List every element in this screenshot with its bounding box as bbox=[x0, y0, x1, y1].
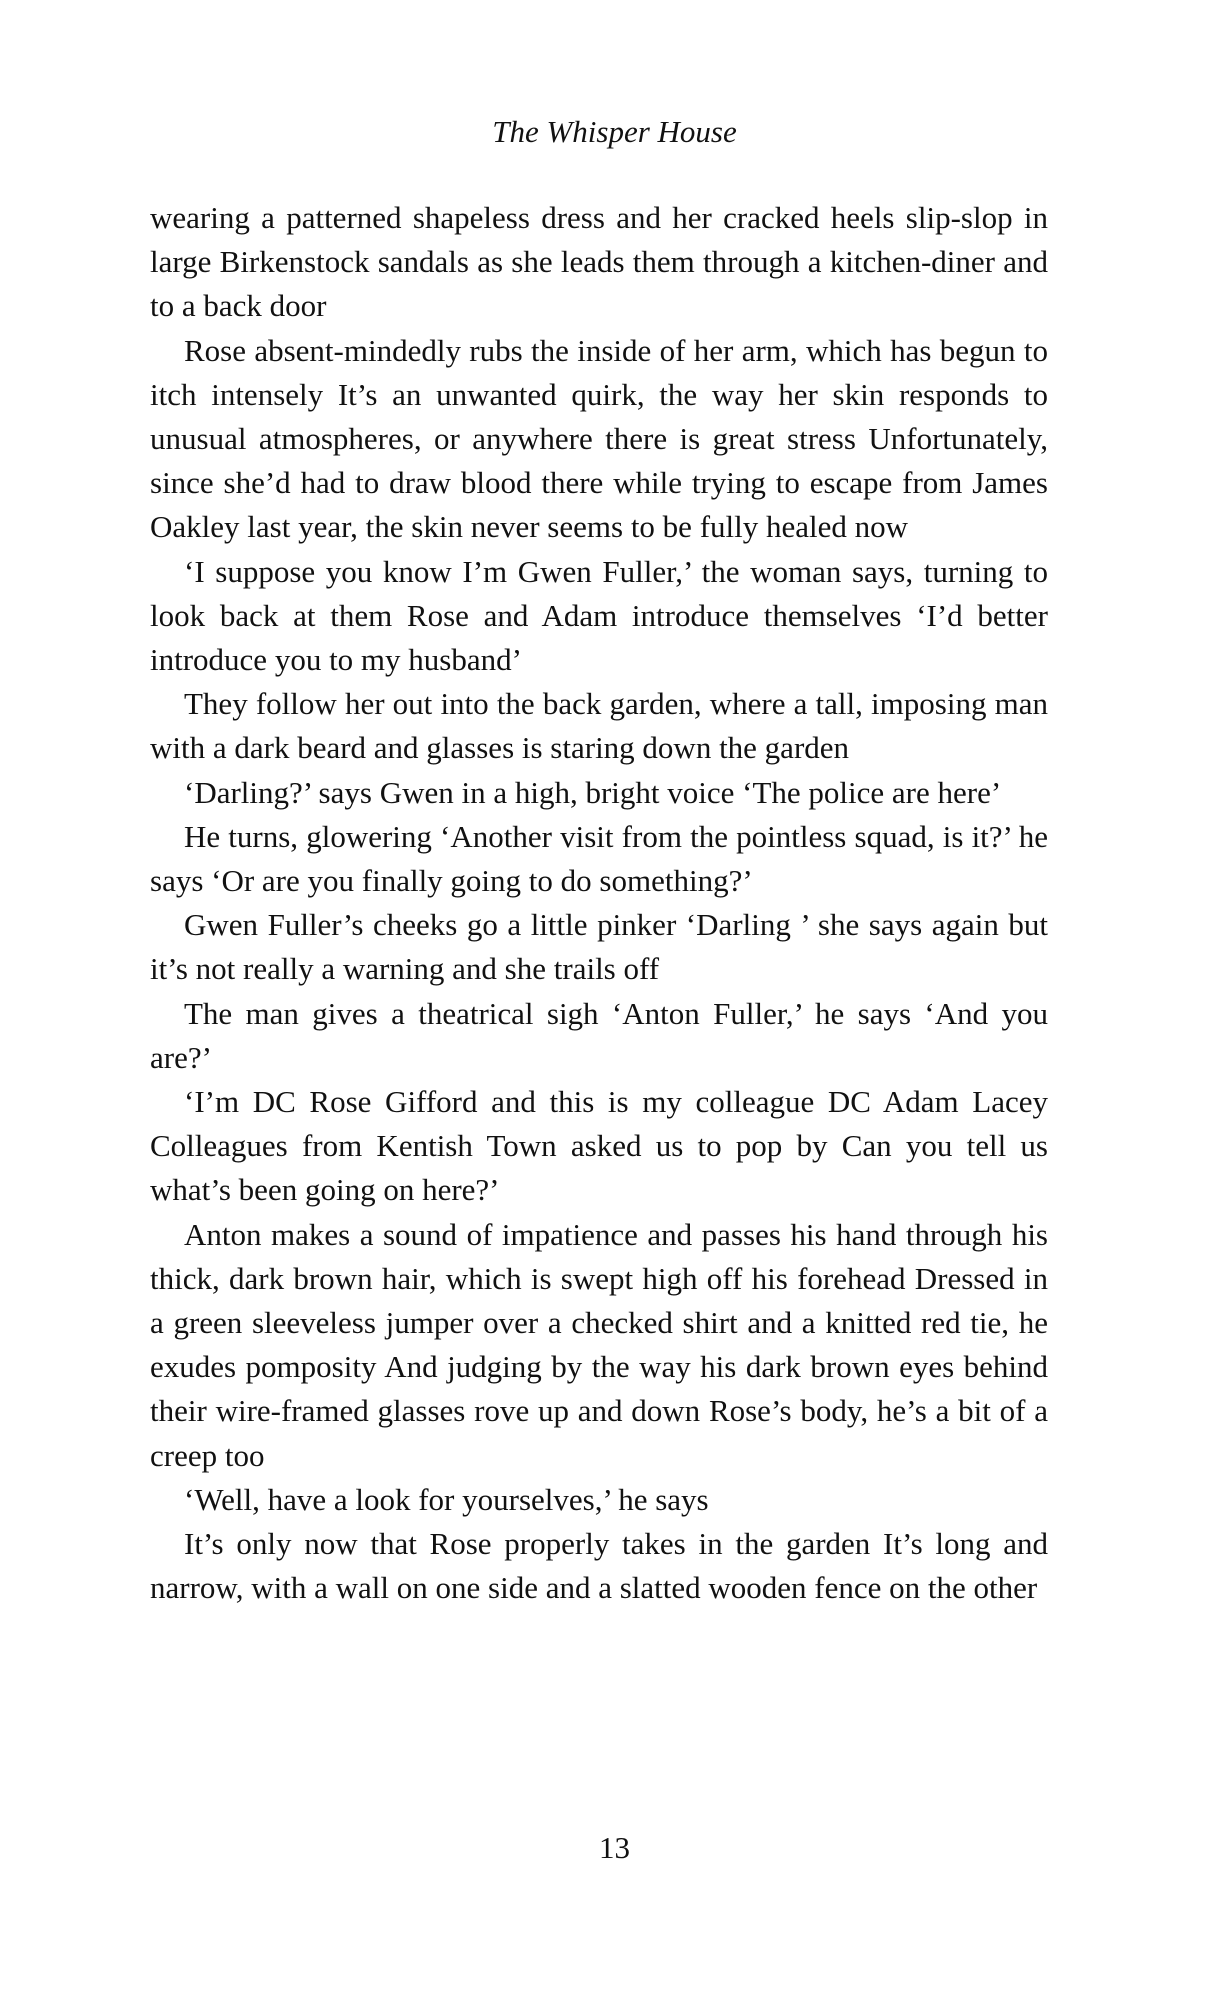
page-number: 13 bbox=[599, 1830, 630, 1865]
paragraph: It’s only now that Rose properly takes in the garden It’s long and narrow, with a wall on one side and a slatted wooden fence on the other bbox=[150, 1526, 1048, 1606]
paragraph: Anton makes a sound of impatience and passes his hand through his thick, dark brown hair, which is swept high off his forehead Dressed in a green sleeveless jumper over a checked shirt and a knitted red tie, he exudes pomposity And judging by the way his dark brown eyes behind their wire-framed glasses rove up and down Rose’s body, he’s a bit of a creep too bbox=[150, 1216, 1048, 1473]
paragraph: ‘Well, have a look for yourselves,’ he says bbox=[184, 1481, 709, 1517]
paragraph: Gwen Fuller’s cheeks go a little pinker ‘Darling ’ she says again but it’s not really a warning and she trails off bbox=[150, 907, 1048, 987]
running-title: The Whisper House bbox=[492, 114, 737, 149]
body-text bbox=[150, 196, 1048, 1611]
paragraph: The man gives a theatrical sigh ‘Anton Fuller,’ he says ‘And you are?’ bbox=[150, 995, 1048, 1075]
paragraph: ‘I’m DC Rose Gifford and this is my colleague DC Adam Lacey Colleagues from Kentish Town asked us to pop by Can you tell us what’s been going on here?’ bbox=[150, 1084, 1048, 1208]
paragraph: He turns, glowering ‘Another visit from the pointless squad, is it?’ he says ‘Or are you finally going to do something?’ bbox=[150, 818, 1048, 899]
paragraph: ‘I suppose you know I’m Gwen Fuller,’ the woman says, turning to look back at them Rose and Adam introduce themselves ‘I’d better introduce you to my husband’ bbox=[150, 553, 1048, 678]
paragraph: wearing a patterned shapeless dress and her cracked heels slip-slop in large Birkenstock sandals as she leads them through a kitchen-diner and to a back door bbox=[150, 200, 1048, 324]
paragraph: ‘Darling?’ says Gwen in a high, bright voice ‘The police are here’ bbox=[184, 774, 1002, 810]
paragraph: Rose absent-mindedly rubs the inside of her arm, which has begun to itch intensely It’s an unwanted quirk, the way her skin responds to unusual atmospheres, or anywhere there is great stress Unfortunately, since she’d had to draw blood there while trying to escape from James Oakley last year, the skin never seems to be fully healed now bbox=[150, 332, 1048, 545]
paragraph: They follow her out into the back garden, where a tall, imposing man with a dark beard and glasses is staring down the garden bbox=[150, 686, 1048, 766]
